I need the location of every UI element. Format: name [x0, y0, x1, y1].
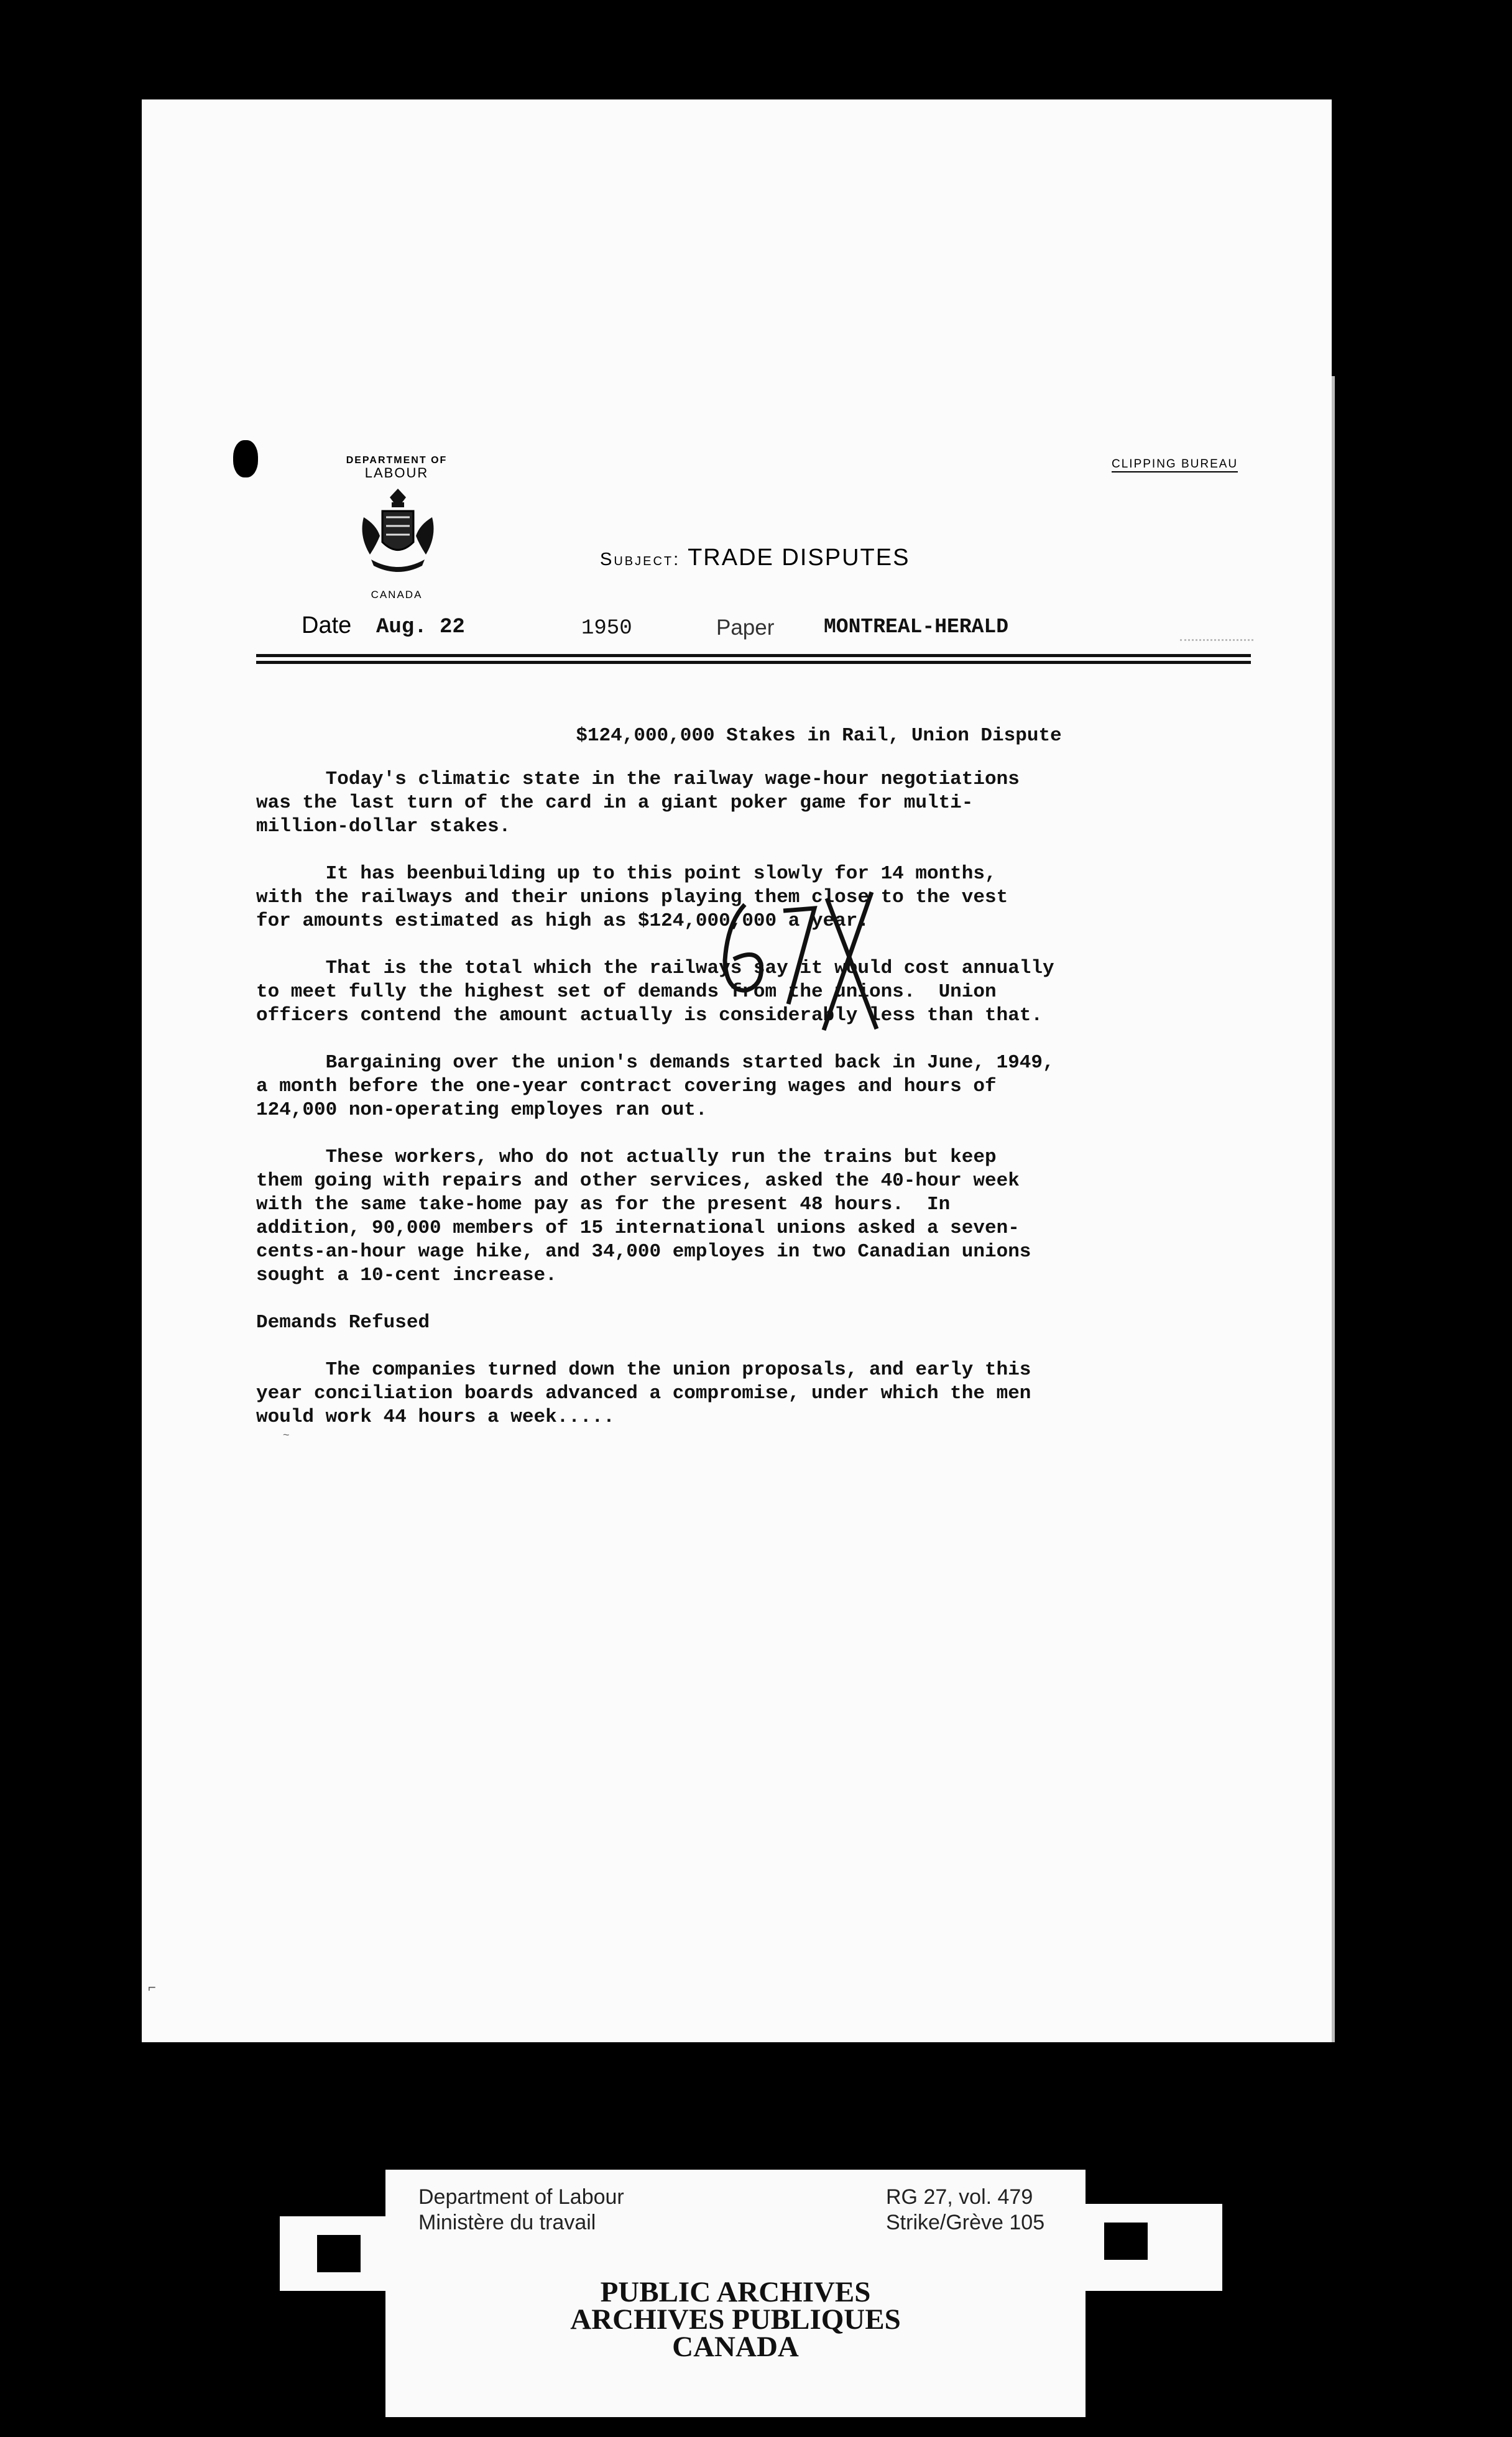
article-headline: $124,000,000 Stakes in Rail, Union Dispute: [576, 725, 1062, 747]
paper-value: MONTREAL-HERALD: [824, 615, 1009, 638]
article-paragraph: It has beenbuilding up to this point slowly for 14 months, with the railways and their unions playing them close to the vest for amounts estimated as high as $124,000,000 a year.: [256, 863, 1008, 932]
article-paragraph: Today's climatic state in the railway wage-hour negotiations was the last turn of the card in a giant poker game for multi- million-dollar stakes.: [256, 768, 1020, 837]
clipping-bureau-label: CLIPPING BUREAU: [1112, 458, 1238, 472]
article-paragraph: Bargaining over the union's demands started back in June, 1949, a month before the one-year contract covering wages and hours of 124,000 non-operating employes ran out.: [256, 1052, 1054, 1121]
date-label: Date: [302, 612, 352, 638]
handwritten-mark: [709, 886, 895, 1035]
archives-stamp: [385, 2278, 1086, 2361]
labour-line: LABOUR: [364, 465, 429, 481]
article-body: [256, 724, 1263, 1453]
coat-of-arms-icon: [357, 486, 438, 579]
department-heading: [341, 454, 453, 479]
article-paragraph: The companies turned down the union proposals, and early this year conciliation boards advanced a compromise, under which the men would work 44 hours a week.....: [256, 1359, 1031, 1428]
dept-fr: Ministère du travail: [418, 2211, 596, 2234]
dept-en: Department of Labour: [418, 2185, 624, 2209]
date-value: Aug. 22: [376, 615, 465, 639]
header-rule-top: [256, 654, 1251, 657]
subject-label: Subject:: [600, 550, 681, 569]
archives-line-2: ARCHIVES PUBLIQUES: [570, 2303, 901, 2336]
dotted-rule: [1180, 639, 1253, 641]
canada-label: CANADA: [371, 589, 423, 601]
punch-hole: [233, 440, 258, 477]
article-subheading: Demands Refused: [256, 1312, 430, 1334]
archives-line-1: PUBLIC ARCHIVES: [600, 2276, 871, 2308]
margin-mark: ⌐: [148, 1979, 156, 1995]
label-tab-right: [1086, 2204, 1222, 2291]
year-value: 1950: [581, 617, 632, 640]
subject-line: [600, 545, 910, 571]
archives-line-3: CANADA: [672, 2331, 799, 2363]
article-paragraph: These workers, who do not actually run the trains but keep them going with repairs and other services, asked the 40-hour week with the same take-home pay as for the present 48 hours. In addition, 90,000 members of 15 international unions asked a seven- cents-an-hour wage hike, and 34,000 employes in two Canadian unions sought a 10-cent increase.: [256, 1146, 1031, 1286]
article-paragraph: That is the total which the railways say it would cost annually to meet fully the highest set of demands from the unions. Union officers contend the amount actually is considerably less than that.: [256, 957, 1054, 1026]
paper-label: Paper: [716, 615, 775, 640]
label-tab-left: [280, 2216, 385, 2291]
stray-mark: ~: [283, 1429, 290, 1441]
department-line: DEPARTMENT OF: [346, 455, 448, 466]
header-rule-bottom: [256, 661, 1251, 664]
record-group: RG 27, vol. 479: [886, 2185, 1033, 2209]
strike-ref: Strike/Grève 105: [886, 2211, 1045, 2234]
back-sheet-edge: [1332, 376, 1335, 2042]
subject-value: TRADE DISPUTES: [688, 545, 910, 571]
